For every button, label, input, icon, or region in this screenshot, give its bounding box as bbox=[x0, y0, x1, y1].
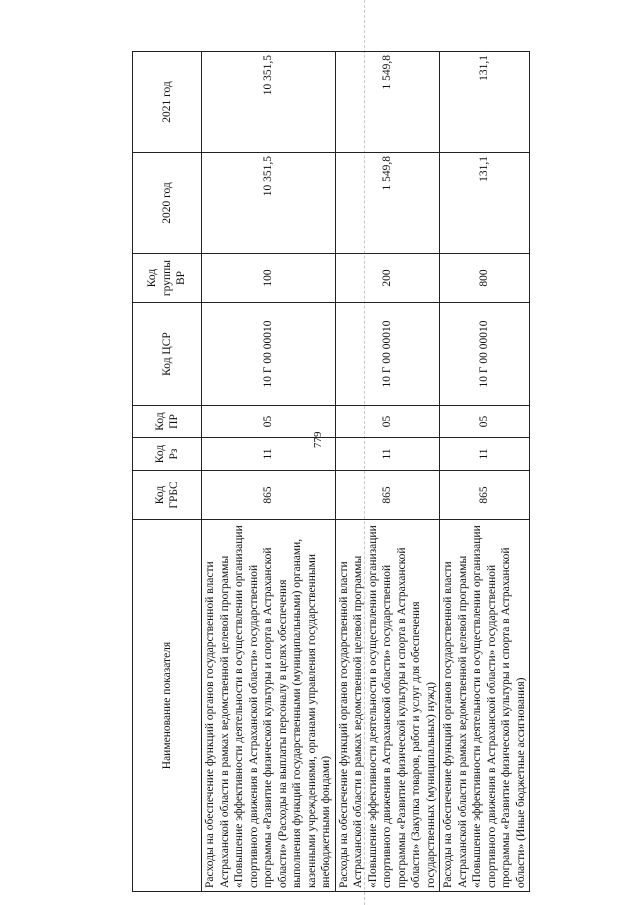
row-2021: 10 351,5 bbox=[202, 52, 336, 153]
table-header-row bbox=[133, 52, 202, 892]
row-grbs: 865 bbox=[335, 471, 440, 520]
budget-table bbox=[132, 51, 530, 892]
page-number: 779 bbox=[312, 431, 324, 448]
table-row bbox=[335, 52, 440, 892]
row-name: Расходы на обеспечение функций органов государственной власти Астраханской области в рамках ведомственной целевой программы «Повышение эффективности деятельности в осуществлении организации спортивного движения в Астраханской области» государственной программы «Развитие физической культуры и спорта в Астраханской области» (Расходы на выплаты персоналу в целях обеспечения выполнения функций государственными (муниципальными) органами, казенными учреждениями, органами управления государственными внебюджетными фондами) bbox=[202, 520, 336, 892]
row-2021: 131,1 bbox=[440, 52, 530, 153]
row-rz: 11 bbox=[440, 438, 530, 471]
header-name: Наименование показателя bbox=[133, 520, 202, 892]
header-pr: Код ПР bbox=[133, 406, 202, 438]
header-2021: 2021 год bbox=[133, 52, 202, 153]
row-2020: 131,1 bbox=[440, 153, 530, 254]
row-csr: 10 Г 00 00010 bbox=[335, 303, 440, 406]
header-2020: 2020 год bbox=[133, 153, 202, 254]
table-row bbox=[202, 52, 336, 892]
header-vr: Код группы ВР bbox=[133, 254, 202, 303]
row-pr: 05 bbox=[440, 406, 530, 438]
row-pr: 05 bbox=[335, 406, 440, 438]
row-2020: 10 351,5 bbox=[202, 153, 336, 254]
row-2020: 1 549,8 bbox=[335, 153, 440, 254]
row-pr: 05 bbox=[202, 406, 336, 438]
row-vr: 200 bbox=[335, 254, 440, 303]
row-rz: 11 bbox=[335, 438, 440, 471]
row-csr: 10 Г 00 00010 bbox=[202, 303, 336, 406]
row-grbs: 865 bbox=[440, 471, 530, 520]
row-2021: 1 549,8 bbox=[335, 52, 440, 153]
row-vr: 100 bbox=[202, 254, 336, 303]
header-rz: Код Рз bbox=[133, 438, 202, 471]
row-name: Расходы на обеспечение функций органов государственной власти Астраханской области в рамках ведомственной целевой программы «Повышение эффективности деятельности в осуществлении организации спортивного движения в Астраханской области» государственной программы «Развитие физической культуры и спорта в Астраханской области» (Закупка товаров, работ и услуг для обеспечения государственных (муниципальных) нужд) bbox=[335, 520, 440, 892]
row-csr: 10 Г 00 00010 bbox=[440, 303, 530, 406]
row-grbs: 865 bbox=[202, 471, 336, 520]
row-name: Расходы на обеспечение функций органов государственной власти Астраханской области в рамках ведомственной целевой программы «Повышение эффективности деятельности в осуществлении организации спортивного движения в Астраханской области» государственной программы «Развитие физической культуры и спорта в Астраханской области» (Иные бюджетные ассигнования) bbox=[440, 520, 530, 892]
rotated-page-content bbox=[132, 52, 584, 892]
table-row bbox=[440, 52, 530, 892]
header-csr: Код ЦСР bbox=[133, 303, 202, 406]
header-grbs: Код ГРБС bbox=[133, 471, 202, 520]
row-vr: 800 bbox=[440, 254, 530, 303]
row-rz: 11 bbox=[202, 438, 336, 471]
